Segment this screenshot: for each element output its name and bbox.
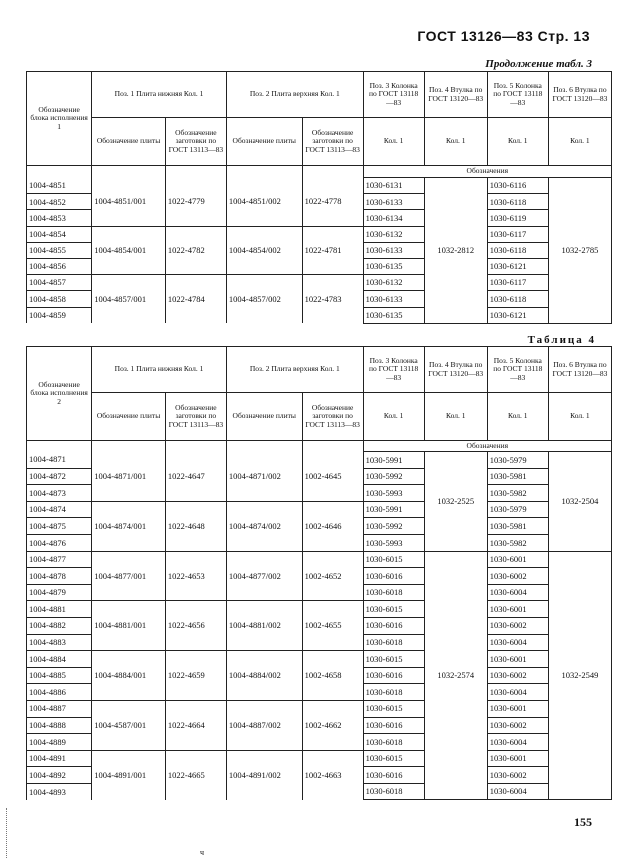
block-designation: 1004-4872 [27, 468, 92, 485]
block-designation: 1004-4855 [27, 242, 92, 258]
binding-edge [6, 808, 15, 858]
column-pos3: 1030-6132 [363, 226, 424, 242]
column-pos5: 1030-6002 [487, 568, 548, 585]
column-pos5: 1030-6117 [487, 275, 548, 291]
upper-plate-blank: 1002-4663 [302, 750, 363, 800]
table-row [27, 700, 612, 717]
block-designation: 1004-4874 [27, 501, 92, 518]
column-pos5: 1030-6004 [487, 684, 548, 701]
column-pos3: 1030-6133 [363, 242, 424, 258]
lower-plate-blank: 1022-4648 [165, 501, 226, 551]
table-row [27, 226, 612, 242]
column-pos5: 1030-5982 [487, 485, 548, 502]
col-header-pos5: Поз. 5 Колонка по ГОСТ 13118—83 [487, 347, 548, 393]
lower-plate-blank: 1022-4659 [165, 651, 226, 701]
col-header-designation: Обозначение блока исполнения 2 [27, 347, 92, 441]
lower-plate-designation: 1004-4874/001 [92, 501, 166, 551]
upper-plate-blank: 1002-4646 [302, 501, 363, 551]
sub-header-blank: Обозначение заготовки по ГОСТ 13113—83 [165, 118, 226, 166]
block-designation: 1004-4892 [27, 767, 92, 784]
column-pos3: 1030-6018 [363, 783, 424, 800]
qty-header: Кол. 1 [363, 118, 424, 166]
table-row [27, 501, 612, 518]
column-pos5: 1030-6002 [487, 767, 548, 784]
column-pos3: 1030-5991 [363, 452, 424, 469]
block-designation: 1004-4879 [27, 584, 92, 601]
page-header-title: ГОСТ 13126—83 Стр. 13 [417, 28, 590, 44]
block-designation: 1004-4886 [27, 684, 92, 701]
qty-header: Кол. 1 [424, 118, 487, 166]
column-pos3: 1030-5992 [363, 518, 424, 535]
upper-plate-designation: 1004-4877/002 [226, 551, 302, 601]
block-designation: 1004-4854 [27, 226, 92, 242]
page-header [0, 0, 640, 50]
upper-plate-designation: 1004-4881/002 [226, 601, 302, 651]
col-header-pos3: Поз. 3 Колонка по ГОСТ 13118—83 [363, 72, 424, 118]
lower-plate-designation: 1004-4857/001 [92, 275, 166, 324]
bushing-pos4: 1032-2525 [424, 452, 487, 552]
qty-header: Кол. 1 [363, 393, 424, 441]
column-pos3: 1030-6016 [363, 617, 424, 634]
sub-header-plate: Обозначение плиты [226, 118, 302, 166]
column-pos5: 1030-5981 [487, 468, 548, 485]
block-designation: 1004-4858 [27, 291, 92, 307]
qty-header: Кол. 1 [487, 393, 548, 441]
table3-caption: Продолжение табл. 3 [485, 58, 592, 70]
page-mark: ч [200, 848, 205, 857]
column-pos3: 1030-6016 [363, 667, 424, 684]
bushing-pos6: 1032-2549 [548, 551, 611, 800]
lower-plate-blank: 1022-4656 [165, 601, 226, 651]
col-header-pos1: Поз. 1 Плита нижняя Кол. 1 [92, 347, 227, 393]
col-header-pos5: Поз. 5 Колонка по ГОСТ 13118—83 [487, 72, 548, 118]
block-designation: 1004-4857 [27, 275, 92, 291]
lower-plate-designation: 1004-4881/001 [92, 601, 166, 651]
block-designation: 1004-4882 [27, 617, 92, 634]
oboznachenie-header: Обозначения [363, 166, 611, 178]
table4-caption: Таблица 4 [527, 334, 596, 346]
lower-plate-blank: 1022-4664 [165, 700, 226, 750]
lower-plate-blank: 1022-4665 [165, 750, 226, 800]
block-designation: 1004-4881 [27, 601, 92, 618]
column-pos3: 1030-6131 [363, 178, 424, 194]
bushing-pos6: 1032-2785 [548, 178, 611, 324]
block-designation: 1004-4875 [27, 518, 92, 535]
column-pos5: 1030-5981 [487, 518, 548, 535]
column-pos3: 1030-6018 [363, 584, 424, 601]
block-designation: 1004-4859 [27, 307, 92, 323]
block-designation: 1004-4877 [27, 551, 92, 568]
block-designation: 1004-4891 [27, 750, 92, 767]
block-designation: 1004-4873 [27, 485, 92, 502]
sub-header-blank: Обозначение заготовки по ГОСТ 13113—83 [302, 393, 363, 441]
column-pos5: 1030-6004 [487, 634, 548, 651]
column-pos3: 1030-6134 [363, 210, 424, 226]
column-pos3: 1030-6015 [363, 700, 424, 717]
lower-plate-blank: 1022-4779 [165, 178, 226, 227]
lower-plate-blank: 1022-4782 [165, 226, 226, 275]
block-designation: 1004-4852 [27, 194, 92, 210]
block-designation: 1004-4883 [27, 634, 92, 651]
bushing-pos6: 1032-2504 [548, 452, 611, 552]
column-pos5: 1030-6001 [487, 551, 548, 568]
block-designation: 1004-4853 [27, 210, 92, 226]
column-pos5: 1030-6121 [487, 258, 548, 274]
column-pos5: 1030-6001 [487, 700, 548, 717]
page-number: 155 [574, 815, 592, 829]
column-pos5: 1030-5979 [487, 501, 548, 518]
table-row [27, 452, 612, 469]
lower-plate-designation: 1004-4854/001 [92, 226, 166, 275]
column-pos3: 1030-5993 [363, 534, 424, 551]
lower-plate-designation: 1004-4891/001 [92, 750, 166, 800]
column-pos5: 1030-6118 [487, 291, 548, 307]
lower-plate-designation: 1004-4587/001 [92, 700, 166, 750]
upper-plate-designation: 1004-4857/002 [226, 275, 302, 324]
upper-plate-designation: 1004-4851/002 [226, 178, 302, 227]
upper-plate-blank: 1002-4662 [302, 700, 363, 750]
column-pos5: 1030-6001 [487, 750, 548, 767]
col-header-designation: Обозначение блока исполнения 1 [27, 72, 92, 166]
table-row [27, 178, 612, 194]
column-pos3: 1030-6015 [363, 750, 424, 767]
upper-plate-designation: 1004-4884/002 [226, 651, 302, 701]
upper-plate-designation: 1004-4891/002 [226, 750, 302, 800]
column-pos3: 1030-5992 [363, 468, 424, 485]
col-header-pos1: Поз. 1 Плита нижняя Кол. 1 [92, 72, 227, 118]
upper-plate-blank: 1002-4652 [302, 551, 363, 601]
block-designation: 1004-4851 [27, 178, 92, 194]
upper-plate-designation: 1004-4887/002 [226, 700, 302, 750]
block-designation: 1004-4876 [27, 534, 92, 551]
table-row [27, 601, 612, 618]
block-designation: 1004-4878 [27, 568, 92, 585]
table-row [27, 551, 612, 568]
column-pos3: 1030-6015 [363, 551, 424, 568]
upper-plate-blank: 1002-4658 [302, 651, 363, 701]
column-pos3: 1030-5991 [363, 501, 424, 518]
oboznachenie-header: Обозначения [363, 441, 611, 452]
sub-header-plate: Обозначение плиты [92, 393, 166, 441]
sub-header-blank: Обозначение заготовки по ГОСТ 13113—83 [165, 393, 226, 441]
block-designation: 1004-4871 [27, 452, 92, 469]
column-pos3: 1030-6018 [363, 734, 424, 751]
upper-plate-blank: 1022-4783 [302, 275, 363, 324]
lower-plate-designation: 1004-4884/001 [92, 651, 166, 701]
column-pos5: 1030-5982 [487, 534, 548, 551]
column-pos5: 1030-5979 [487, 452, 548, 469]
column-pos3: 1030-5993 [363, 485, 424, 502]
lower-plate-designation: 1004-4871/001 [92, 452, 166, 502]
col-header-pos6: Поз. 6 Втулка по ГОСТ 13120—83 [548, 72, 611, 118]
upper-plate-blank: 1002-4655 [302, 601, 363, 651]
column-pos3: 1030-6133 [363, 291, 424, 307]
upper-plate-designation: 1004-4874/002 [226, 501, 302, 551]
bushing-pos4: 1032-2574 [424, 551, 487, 800]
column-pos5: 1030-6116 [487, 178, 548, 194]
col-header-pos2: Поз. 2 Плита верхняя Кол. 1 [226, 72, 363, 118]
upper-plate-designation: 1004-4854/002 [226, 226, 302, 275]
column-pos5: 1030-6002 [487, 617, 548, 634]
block-designation: 1004-4889 [27, 734, 92, 751]
block-designation: 1004-4885 [27, 667, 92, 684]
col-header-pos4: Поз. 4 Втулка по ГОСТ 13120—83 [424, 72, 487, 118]
column-pos5: 1030-6001 [487, 601, 548, 618]
col-header-pos4: Поз. 4 Втулка по ГОСТ 13120—83 [424, 347, 487, 393]
lower-plate-designation: 1004-4851/001 [92, 178, 166, 227]
col-header-pos3: Поз. 3 Колонка по ГОСТ 13118—83 [363, 347, 424, 393]
block-designation: 1004-4893 [27, 783, 92, 800]
column-pos3: 1030-6018 [363, 684, 424, 701]
table-4 [26, 346, 612, 800]
column-pos5: 1030-6004 [487, 584, 548, 601]
table-row [27, 750, 612, 767]
column-pos5: 1030-6004 [487, 783, 548, 800]
column-pos3: 1030-6016 [363, 717, 424, 734]
bushing-pos4: 1032-2812 [424, 178, 487, 324]
qty-header: Кол. 1 [487, 118, 548, 166]
lower-plate-designation: 1004-4877/001 [92, 551, 166, 601]
column-pos5: 1030-6118 [487, 242, 548, 258]
column-pos5: 1030-6001 [487, 651, 548, 668]
qty-header: Кол. 1 [424, 393, 487, 441]
column-pos5: 1030-6004 [487, 734, 548, 751]
lower-plate-blank: 1022-4784 [165, 275, 226, 324]
table-3 [26, 71, 612, 324]
block-designation: 1004-4887 [27, 700, 92, 717]
upper-plate-blank: 1022-4778 [302, 178, 363, 227]
column-pos5: 1030-6117 [487, 226, 548, 242]
column-pos5: 1030-6002 [487, 717, 548, 734]
column-pos3: 1030-6132 [363, 275, 424, 291]
column-pos5: 1030-6118 [487, 194, 548, 210]
lower-plate-blank: 1022-4653 [165, 551, 226, 601]
block-designation: 1004-4884 [27, 651, 92, 668]
block-designation: 1004-4856 [27, 258, 92, 274]
upper-plate-designation: 1004-4871/002 [226, 452, 302, 502]
column-pos5: 1030-6119 [487, 210, 548, 226]
qty-header: Кол. 1 [548, 393, 611, 441]
column-pos5: 1030-6002 [487, 667, 548, 684]
column-pos3: 1030-6133 [363, 194, 424, 210]
sub-header-plate: Обозначение плиты [92, 118, 166, 166]
column-pos3: 1030-6016 [363, 568, 424, 585]
table-row [27, 275, 612, 291]
column-pos3: 1030-6015 [363, 601, 424, 618]
column-pos3: 1030-6016 [363, 767, 424, 784]
upper-plate-blank: 1022-4781 [302, 226, 363, 275]
table-row [27, 651, 612, 668]
column-pos5: 1030-6121 [487, 307, 548, 323]
block-designation: 1004-4888 [27, 717, 92, 734]
sub-header-plate: Обозначение плиты [226, 393, 302, 441]
column-pos3: 1030-6015 [363, 651, 424, 668]
col-header-pos2: Поз. 2 Плита верхняя Кол. 1 [226, 347, 363, 393]
col-header-pos6: Поз. 6 Втулка по ГОСТ 13120—83 [548, 347, 611, 393]
upper-plate-blank: 1002-4645 [302, 452, 363, 502]
sub-header-blank: Обозначение заготовки по ГОСТ 13113—83 [302, 118, 363, 166]
column-pos3: 1030-6135 [363, 307, 424, 323]
column-pos3: 1030-6018 [363, 634, 424, 651]
qty-header: Кол. 1 [548, 118, 611, 166]
lower-plate-blank: 1022-4647 [165, 452, 226, 502]
column-pos3: 1030-6135 [363, 258, 424, 274]
